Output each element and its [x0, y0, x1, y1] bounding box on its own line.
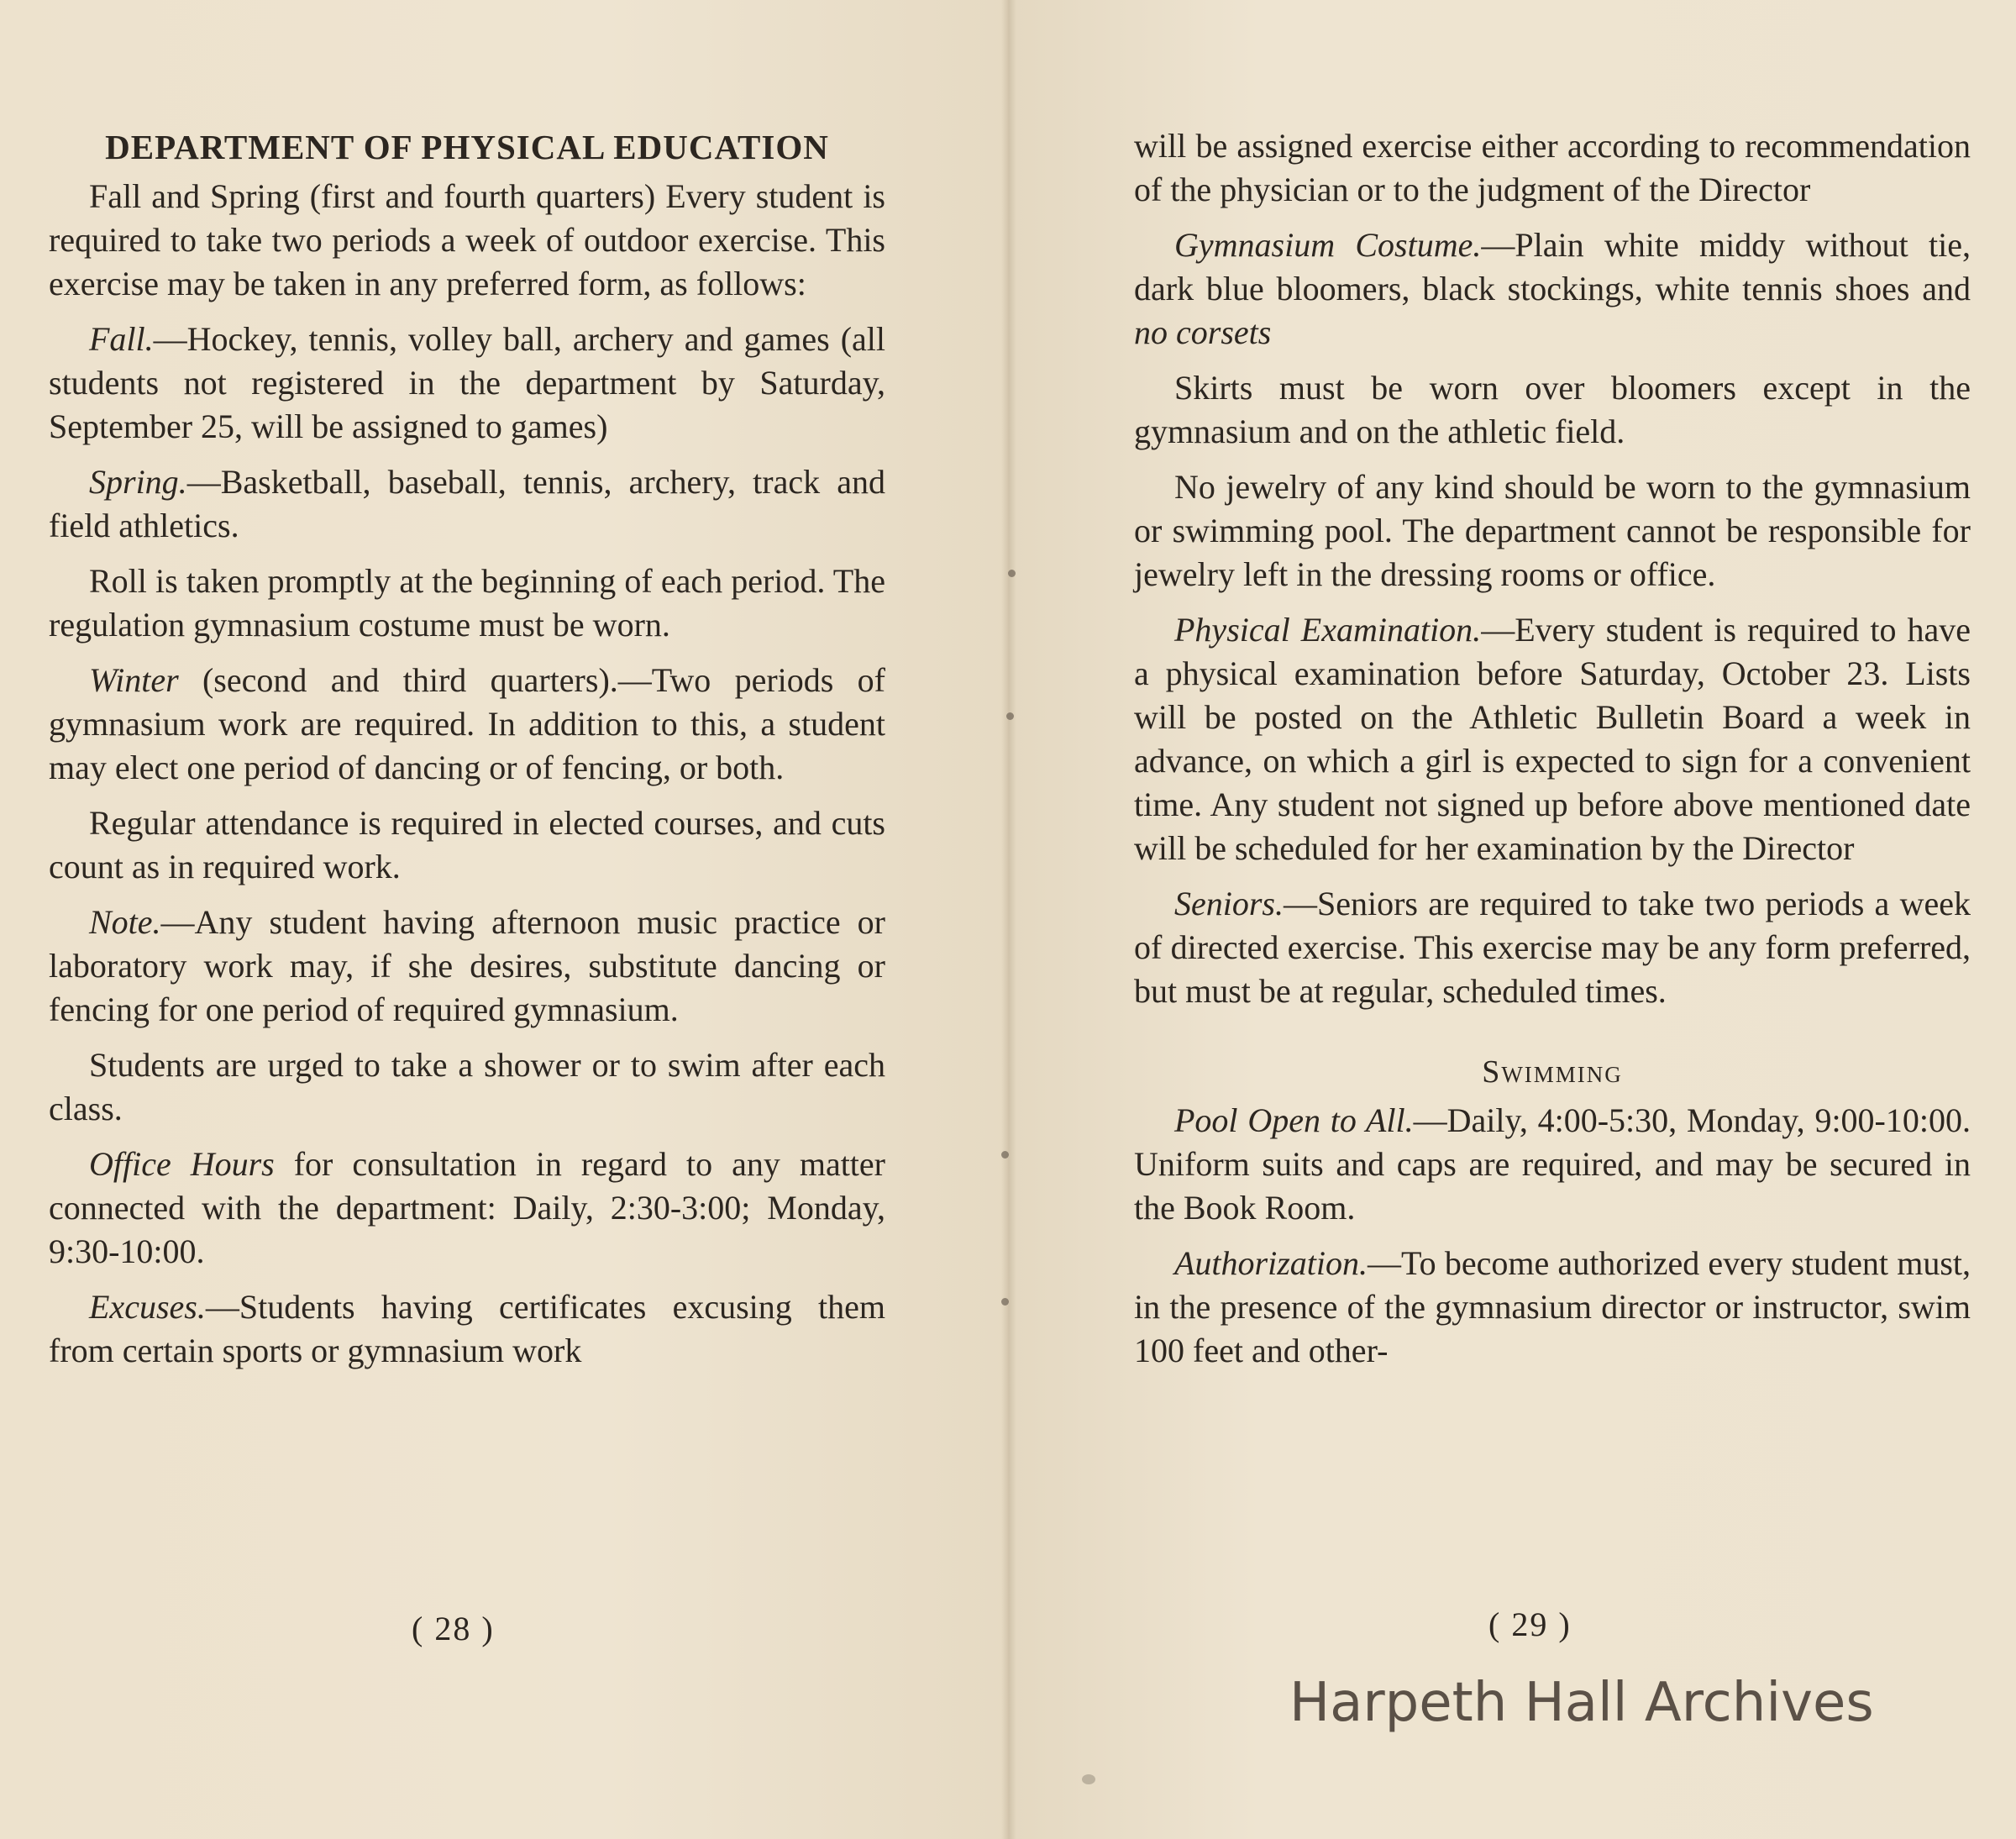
- left-paragraphs: [49, 175, 885, 1373]
- paragraph-pool: Pool Open to All.—Daily, 4:00-5:30, Monday, 9:00-10:00. Uniform suits and caps are required, and may be secured in the Book Room.: [1134, 1101, 1971, 1227]
- page-number-right: ( 29 ): [1488, 1605, 1572, 1643]
- paragraph-authorization: Authorization.—To become authorized every student must, in the presence of the gymnasium director or instructor, swim 100 feet and other-: [1134, 1244, 1971, 1369]
- paper-speck: [1082, 1774, 1095, 1784]
- paragraph-spring: Spring.—Basketball, baseball, tennis, archery, track and field athletics.: [49, 463, 885, 544]
- book-gutter: [1001, 0, 1016, 1839]
- page-title: DEPARTMENT OF PHYSICAL EDUCATION: [105, 128, 829, 166]
- paper-speck: [1008, 570, 1016, 577]
- paper-speck: [1001, 1298, 1009, 1306]
- paragraph-costume: Gymnasium Costume.—Plain white middy without tie, dark blue bloomers, black stockings, white tennis shoes and no corsets: [1134, 226, 1971, 351]
- paragraph-attendance: Regular attendance is required in elected courses, and cuts count as in required work.: [49, 804, 885, 885]
- paragraph-skirts: Skirts must be worn over bloomers except in the gymnasium and on the athletic field.: [1134, 369, 1971, 450]
- paragraph-fall: Fall.—Hockey, tennis, volley ball, archery and games (all students not registered in the department by Saturday, September 25, will be assigned to games): [49, 320, 885, 445]
- paragraph-jewelry: No jewelry of any kind should be worn to the gymnasium or swimming pool. The department cannot be responsible for jewelry left in the dressing rooms or office.: [1134, 468, 1971, 593]
- paragraph-roll: Roll is taken promptly at the beginning of each period. The regulation gymnasium costume must be worn.: [49, 562, 885, 644]
- paragraph-physical-exam: Physical Examination.—Every student is required to have a physical examination before Saturday, October 23. Lists will be posted on the Athletic Bulletin Board a week in advance, on which a girl is expected to sign for a convenient time. Any student not signed up before above mentioned date will be scheduled for her examination by the Director: [1134, 611, 1971, 867]
- archive-watermark: Harpeth Hall Archives: [1289, 1672, 1874, 1734]
- paragraph-note: Note.—Any student having afternoon music practice or laboratory work may, if she desires, substitute dancing or fencing for one period of required gymnasium.: [49, 903, 885, 1028]
- paper-speck: [1001, 1151, 1009, 1159]
- paragraph-excuses: Excuses.—Students having certificates excusing them from certain sports or gymnasium work: [49, 1288, 885, 1369]
- section-heading-swimming: Swimming: [1482, 1054, 1623, 1090]
- paragraph-fall-spring: Fall and Spring (first and fourth quarters) Every student is required to take two periods a week of outdoor exercise. This exercise may be taken in any preferred form, as follows:: [49, 177, 885, 302]
- paragraph-excuses-continued: will be assigned exercise either according to recommendation of the physician or to the judgment of the Director: [1134, 127, 1971, 208]
- paragraph-winter: Winter (second and third quarters).—Two periods of gymnasium work are required. In addition to this, a student may elect one period of dancing or of fencing, or both.: [49, 661, 885, 786]
- paper-speck: [1006, 712, 1014, 720]
- left-column: [49, 126, 885, 1385]
- page-number-left: ( 28 ): [412, 1610, 495, 1647]
- paragraph-office-hours: Office Hours for consultation in regard to any matter connected with the department: Daily, 2:30-3:00; Monday, 9:30-10:00.: [49, 1145, 885, 1270]
- paragraph-seniors: Seniors.—Seniors are required to take two periods a week of directed exercise. This exercise may be any form preferred, but must be at regular, scheduled times.: [1134, 885, 1971, 1010]
- right-column: [1134, 124, 1971, 1385]
- paragraph-shower: Students are urged to take a shower or to swim after each class.: [49, 1046, 885, 1127]
